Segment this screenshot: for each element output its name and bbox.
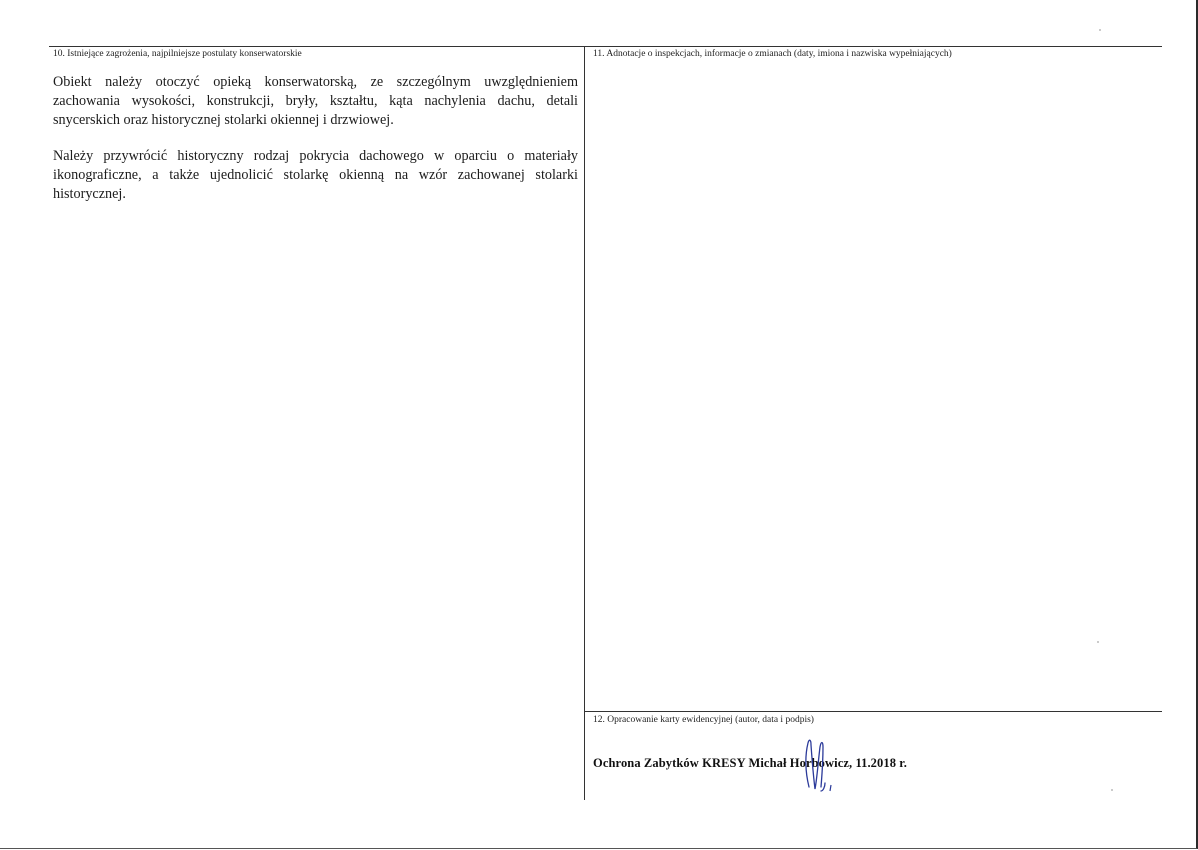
- column-divider: [584, 46, 585, 800]
- section12-rule: [584, 711, 1162, 712]
- handwritten-signature: [795, 735, 845, 793]
- top-rule: [49, 46, 1162, 47]
- section11-label: 11. Adnotacje o inspekcjach, informacje o zmianach (daty, imiona i nazwiska wypełniających): [593, 49, 952, 59]
- author-line: Ochrona Zabytków KRESY Michał Horbowicz, 11.2018 r.: [593, 756, 908, 770]
- section10-label: 10. Istniejące zagrożenia, najpilniejsze postulaty konserwatorskie: [53, 49, 302, 59]
- section10-paragraph-1: Obiekt należy otoczyć opieką konserwatorską, ze szczególnym uwzględnieniem zachowania wysokości, konstrukcji, bryły, kształtu, kąta nachylenia dachu, detali snycerskich oraz historycznej stolarki okiennej i drzwiowej.: [53, 74, 578, 128]
- scan-speck: [1111, 789, 1113, 791]
- scan-speck: [1097, 641, 1099, 643]
- section10-paragraph-2: Należy przywrócić historyczny rodzaj pokrycia dachowego w oparciu o materiały ikonograficzne, a także ujednolicić stolarkę okienną na wzór zachowanej stolarki historycznej.: [53, 148, 578, 202]
- scan-speck: [1099, 29, 1101, 31]
- section12-label: 12. Opracowanie karty ewidencyjnej (autor, data i podpis): [593, 715, 814, 725]
